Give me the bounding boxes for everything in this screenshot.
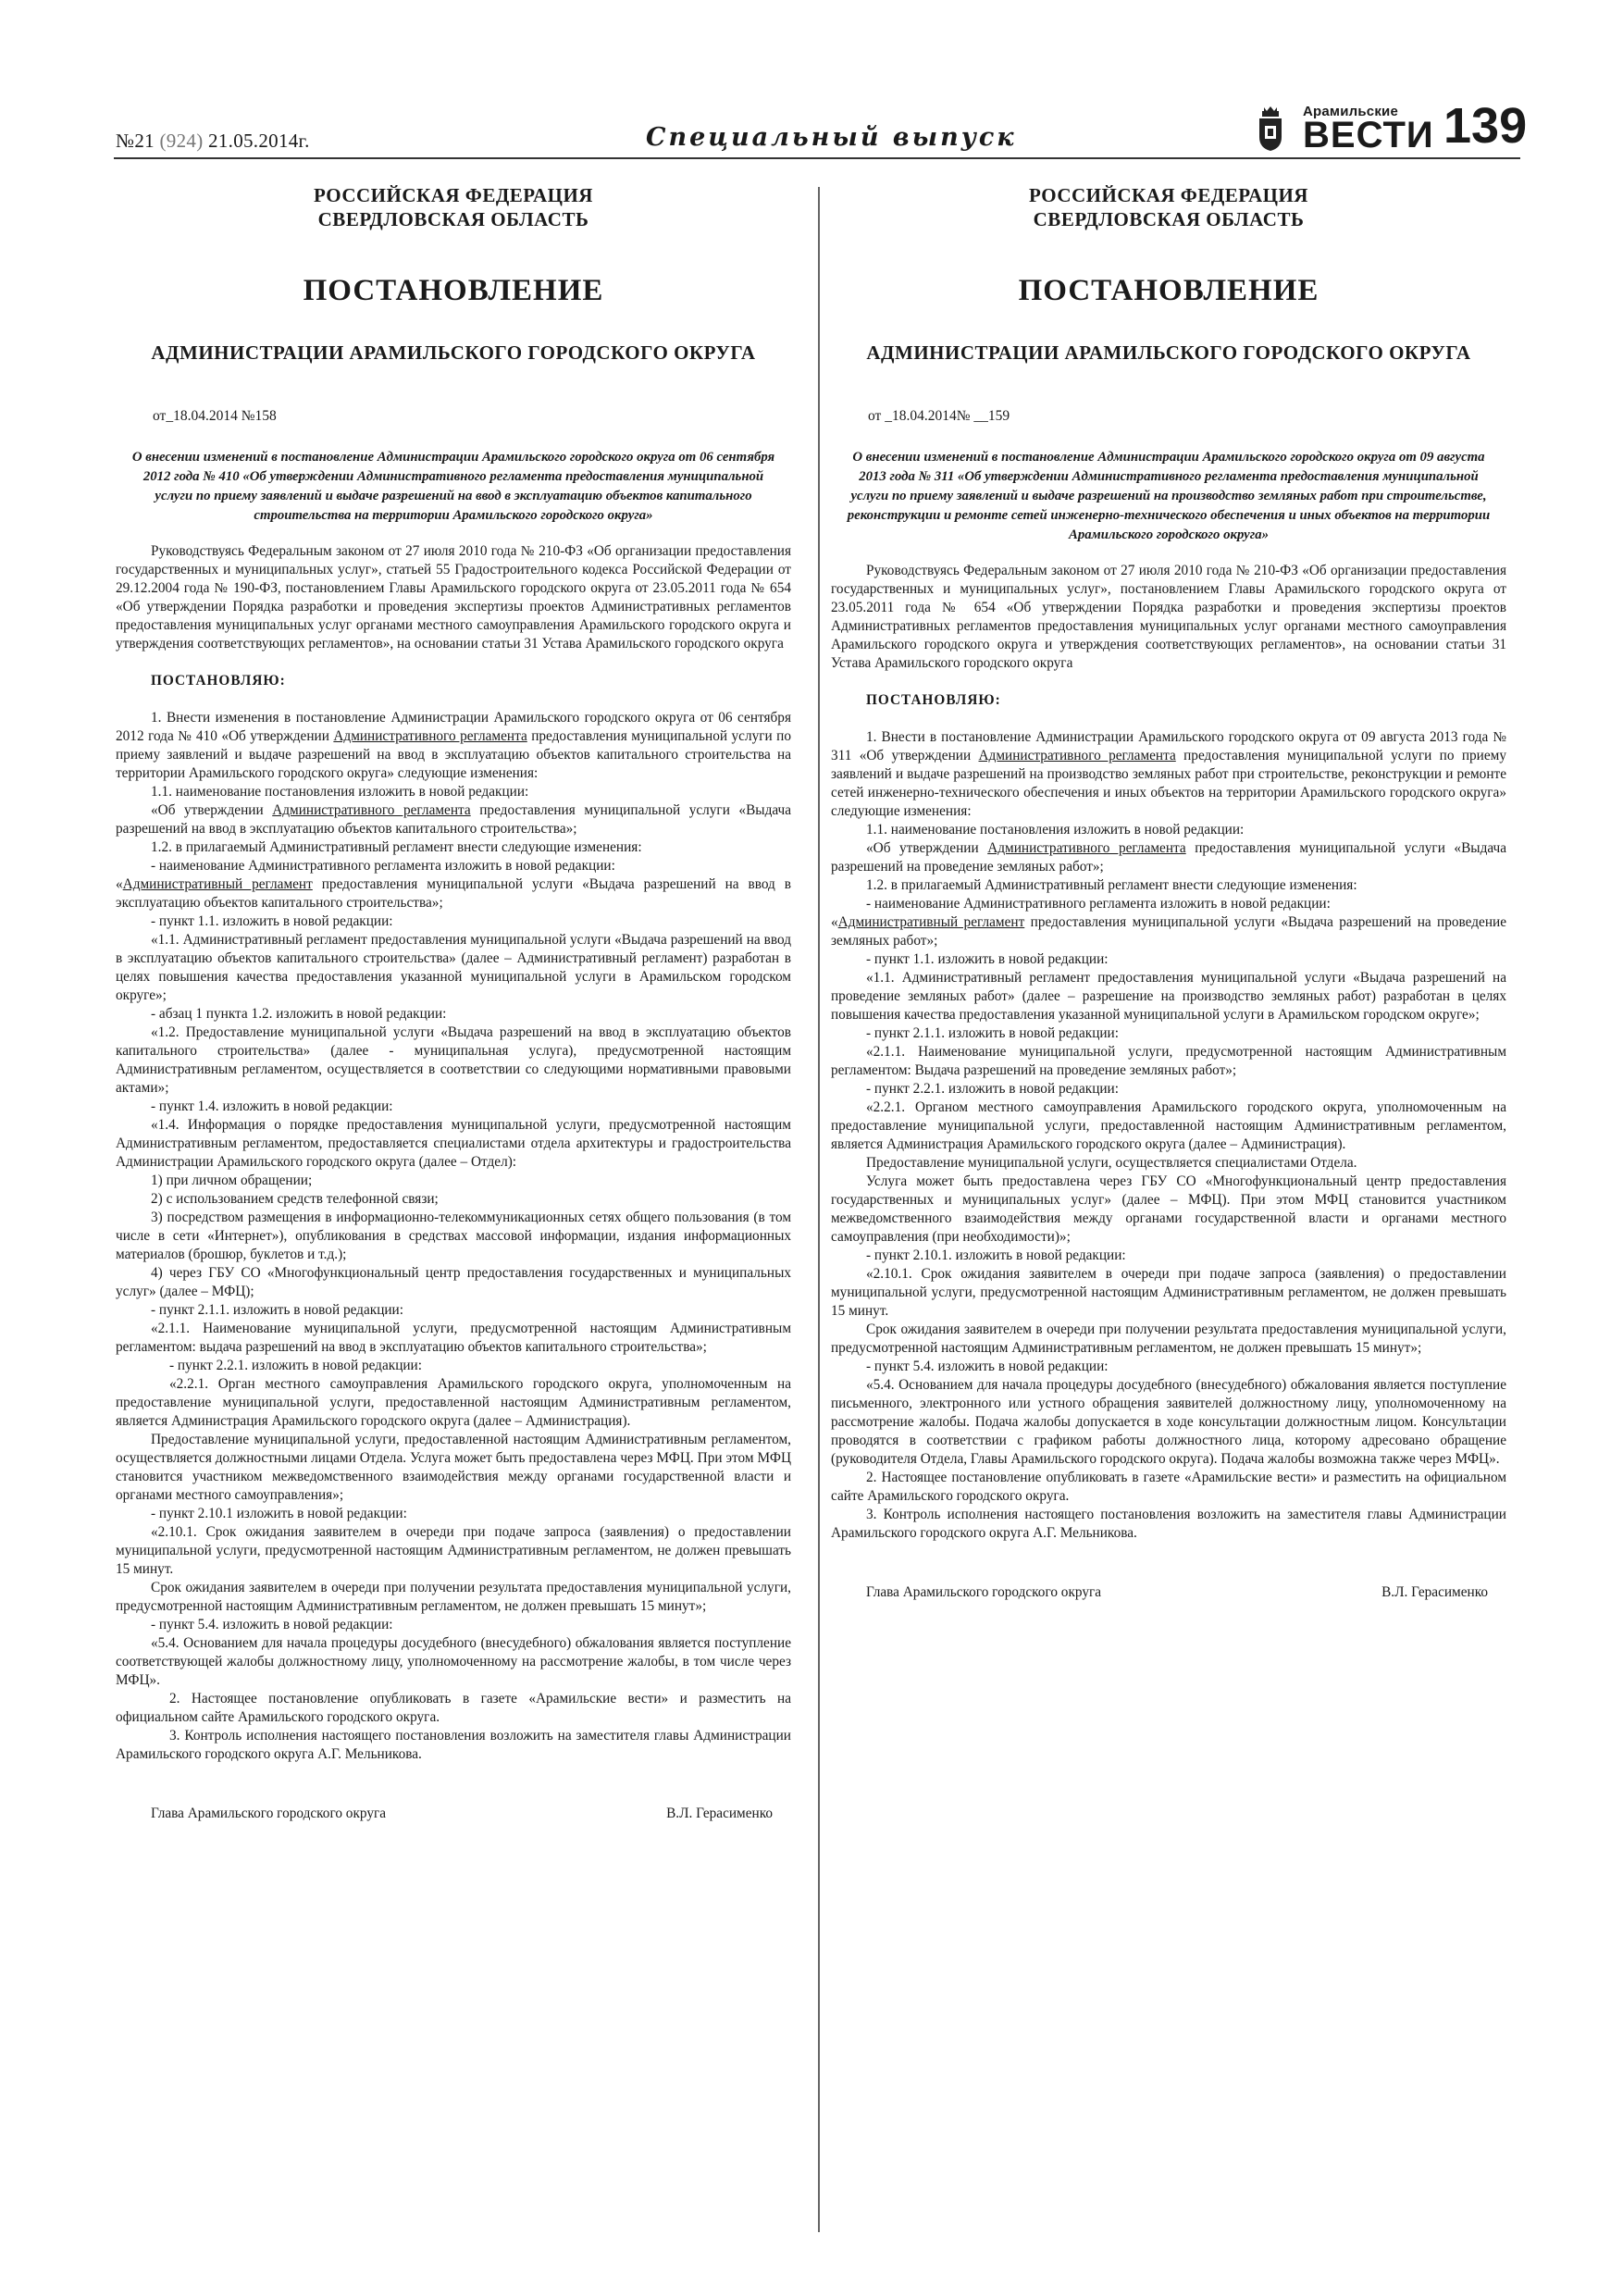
clause-text: «2.1.1. Наименование муниципальной услуги, предусмотренной настоящим Административным регламентом: выдача разрешений на ввод в эксплуатацию объектов капитального строительства»;: [116, 1321, 791, 1355]
page-number: 139: [1443, 98, 1528, 154]
clause-text: - пункт 2.10.1 изложить в новой редакции:: [151, 1506, 407, 1521]
document-type-heading: ПОСТАНОВЛЕНИЕ: [1018, 274, 1319, 307]
document-body: [116, 542, 791, 1823]
resolution-159: [831, 183, 1506, 1602]
clause-1-1: 1.1. наименование постановления изложить в новой редакции:: [151, 784, 529, 800]
document-date: от _18.04.2014№ __159: [868, 408, 1010, 424]
clause-1-1: 1.1. наименование постановления изложить в новой редакции:: [866, 822, 1245, 838]
clause-text: «2.10.1. Срок ожидания заявителем в очереди при подаче запроса (заявления) о предоставлении муниципальной услуги, предусмотренной настоящим Административным регламентом, не должен превышать 15 минут.: [831, 1266, 1506, 1319]
list-item: 1) при личном обращении;: [151, 1173, 313, 1188]
resolve-heading: ПОСТАНОВЛЯЮ:: [866, 692, 1001, 708]
preamble: Руководствуясь Федеральным законом от 27 июля 2010 года № 210-ФЗ «Об организации предоставления государственных и муниципальных услуг», статьей 55 Градостроительного кодекса Российской Федерации от 29.12.2004 года № 190-ФЗ, постановлением Главы Арамильского городского округа от 23.05.2011 года № 654 «Об утверждении Порядка разработки и проведения экспертизы проектов Административных регламентов предоставления муниципальных услуг органами местного самоуправления Арамильского городского округа и утверждения соответствующих регламентов», на основании статьи 31 Устава Арамильского городского округа: [116, 543, 791, 652]
document-title: О внесении изменений в постановление Администрации Арамильского городского округа от 09 августа 2013 года № 311 «Об утверждении Административного регламента предоставления муниципальной услуги по приему заявлений и выдаче разрешений на производство земляных работ при строительстве, реконструкции и ремонте сетей инженерно-технического обеспечения и иных объектов на территории Арамильского городского округа»: [847, 450, 1491, 542]
clause-text: - пункт 2.2.1. изложить в новой редакции:: [169, 1358, 422, 1373]
clause-text: «Об утверждении Административного регламента предоставления муниципальной услуги «Выдача разрешений на проведение земляных работ»;: [831, 840, 1507, 875]
clause-2: 2. Настоящее постановление опубликовать в газете «Арамильские вести» и разместить на официальном сайте Арамильского городского округа.: [116, 1691, 791, 1725]
document-title: О внесении изменений в постановление Администрации Арамильского городского округа от 06 сентября 2012 года № 410 «Об утверждении Административного регламента предоставления муниципальной услуги по приему заявлений и выдаче разрешений на ввод в эксплуатацию объектов капитального строительства на территории Арамильского городского округа»: [131, 450, 775, 523]
country-heading: РОССИЙСКАЯ ФЕДЕРАЦИЯ: [1029, 184, 1308, 206]
clause-text: «Административный регламент предоставления муниципальной услуги «Выдача разрешений на ввод в эксплуатацию объектов капитального строительства»;: [116, 876, 791, 911]
document-date: от_18.04.2014 №158: [153, 408, 277, 424]
list-item: 4) через ГБУ СО «Многофункциональный центр предоставления государственных и муниципальных услуг» (далее – МФЦ);: [116, 1265, 791, 1299]
resolve-heading: ПОСТАНОВЛЯЮ:: [151, 673, 286, 689]
clause-text: «1.4. Информация о порядке предоставления муниципальной услуги, предусмотренной настоящим Административным регламентом, предоставляется специалистами отдела архитектуры и градостроительства Администрации Арамильского городского округа (далее – Отдел):: [116, 1117, 791, 1170]
clause-text: «Административный регламент предоставления муниципальной услуги «Выдача разрешений на проведение земляных работ»;: [831, 914, 1506, 949]
clause-text: - пункт 1.4. изложить в новой редакции:: [151, 1098, 393, 1114]
issuer-heading: АДМИНИСТРАЦИИ АРАМИЛЬСКОГО ГОРОДСКОГО ОКРУГА: [151, 341, 756, 364]
clause-text: «2.2.1. Орган местного самоуправления Арамильского городского округа, уполномоченным на предоставление муниципальной услуги, предоставленной настоящим Административным регламентом, является Администрация Арамильского городского округа (далее – Администрация).: [116, 1376, 791, 1429]
clause-1-2: 1.2. в прилагаемый Административный регламент внести следующие изменения:: [866, 877, 1357, 893]
region-heading: СВЕРДЛОВСКАЯ ОБЛАСТЬ: [1033, 208, 1305, 230]
clause-text: - пункт 2.1.1. изложить в новой редакции:: [866, 1025, 1119, 1041]
clause-text: - пункт 2.10.1. изложить в новой редакции:: [866, 1247, 1126, 1263]
document-body: [831, 562, 1506, 1602]
clause-text: «2.2.1. Органом местного самоуправления Арамильского городского округа, уполномоченным на предоставление муниципальной услуги, предоставленной настоящим Административным регламентом, является Администрация Арамильского городского округа (далее – Администрация).: [831, 1099, 1506, 1152]
clause-text: «2.10.1. Срок ожидания заявителем в очереди при подаче запроса (заявления) о предоставлении муниципальной услуги, предусмотренной настоящим Административным регламентом, не должен превышать 15 минут.: [116, 1524, 791, 1577]
clause-3: 3. Контроль исполнения настоящего постановления возложить на заместителя главы Администрации Арамильского городского округа А.Г. Мельникова.: [831, 1507, 1506, 1541]
list-item: 2) с использованием средств телефонной связи;: [151, 1191, 439, 1207]
clause-text: - пункт 2.2.1. изложить в новой редакции:: [866, 1081, 1119, 1097]
clause-text: - наименование Административного регламента изложить в новой редакции:: [866, 896, 1331, 912]
clause-text: - пункт 1.1. изложить в новой редакции:: [866, 951, 1109, 967]
clause-text: - абзац 1 пункта 1.2. изложить в новой редакции:: [151, 1006, 447, 1022]
clause-text: Предоставление муниципальной услуги, предоставленной настоящим Административным регламентом, осуществляется должностными лицами Отдела. Услуга может быть предоставлена через МФЦ. При этом МФЦ становится участником межведомственного взаимодействия между органами государственной власти и органами местного самоуправления»;: [116, 1432, 791, 1503]
special-issue-label: Специальный выпуск: [646, 123, 1017, 152]
page-header: [0, 0, 1623, 162]
signatory-title: Глава Арамильского городского округа: [866, 1584, 1102, 1600]
clause-text: «1.2. Предоставление муниципальной услуги «Выдача разрешений на ввод в эксплуатацию объектов капитального строительства» (далее - муниципальная услуга), предусмотренной настоящим Административным регламентом, осуществляется в соответствии со следующими нормативными правовыми актами»;: [116, 1024, 791, 1096]
signatory-title: Глава Арамильского городского округа: [151, 1806, 387, 1821]
clause-1: 1. Внести изменения в постановление Администрации Арамильского городского округа от 06 сентября 2012 года № 410 «Об утверждении Административного регламента предоставления муниципальной услуги по приему заявлений и выдаче разрешений на ввод в эксплуатацию объектов капитального строительства на территории Арамильского городского округа» следующие изменения:: [116, 710, 791, 781]
column-divider: [818, 187, 820, 2232]
clause-text: «5.4. Основанием для начала процедуры досудебного (внесудебного) обжалования является поступление письменного, электронного или устного обращения заявителей должностному лицу, уполномоченному на рассмотрение жалобы. Подача жалобы допускается в ходе консультации должностным лицом. Консультации проводятся в соответствии с графиком работы должностного лица, которому адресовано обращение (руководителя Отдела, Главы Арамильского городского округа). Подача жалобы возможна также через МФЦ».: [831, 1377, 1506, 1467]
header-rule: [114, 157, 1520, 159]
signature-line: [116, 1805, 791, 1823]
clause-2: 2. Настоящее постановление опубликовать в газете «Арамильские вести» и разместить на официальном сайте Арамильского городского округа.: [831, 1470, 1506, 1504]
clause-text: «Об утверждении Административного регламента предоставления муниципальной услуги «Выдача разрешений на ввод в эксплуатацию объектов капитального строительства»;: [116, 802, 792, 837]
signature-line: [831, 1583, 1506, 1602]
signatory-name: В.Л. Герасименко: [666, 1806, 773, 1821]
preamble: Руководствуясь Федеральным законом от 27 июля 2010 года № 210-ФЗ «Об организации предоставления государственных и муниципальных услуг», постановлением Главы Арамильского городского округа от 23.05.2011 года № 654 «Об утверждении Порядка разработки и проведения экспертизы проектов Административных регламентов предоставления муниципальных услуг органами местного самоуправления Арамильского городского округа и утверждения соответствующих регламентов», на основании статьи 31 Устава Арамильского городского округа: [831, 563, 1506, 671]
logo-title: ВЕСТИ: [1303, 115, 1434, 155]
issue-number: №21 (924) 21.05.2014г.: [116, 130, 310, 152]
document-type-heading: ПОСТАНОВЛЕНИЕ: [303, 274, 604, 307]
newspaper-logo: [1257, 104, 1434, 155]
region-heading: СВЕРДЛОВСКАЯ ОБЛАСТЬ: [317, 208, 589, 230]
clause-text: Срок ожидания заявителем в очереди при получении результата предоставления муниципальной услуги, предусмотренной настоящим Административным регламентом, не должен превышать 15 минут»;: [831, 1322, 1506, 1356]
coat-of-arms-icon: [1257, 105, 1284, 152]
clause-1-2: 1.2. в прилагаемый Административный регламент внести следующие изменения:: [151, 839, 642, 855]
clause-text: Услуга может быть предоставлена через ГБУ СО «Многофункциональный центр предоставления государственных и муниципальных услуг» (далее – МФЦ). При этом МФЦ становится участником межведомственного взаимодействия между органами государственной власти и органами местного самоуправления (при необходимости)»;: [831, 1173, 1506, 1245]
issuer-heading: АДМИНИСТРАЦИИ АРАМИЛЬСКОГО ГОРОДСКОГО ОКРУГА: [866, 341, 1471, 364]
clause-text: Предоставление муниципальной услуги, осуществляется специалистами Отдела.: [866, 1155, 1357, 1171]
clause-text: «1.1. Административный регламент предоставления муниципальной услуги «Выдача разрешений на ввод в эксплуатацию объектов капитального строительства» (далее – Административный регламент) разработан в целях повышения качества предоставления указанной муниципальной услуги в Арамильском городском округе»;: [116, 932, 791, 1003]
clause-text: «2.1.1. Наименование муниципальной услуги, предусмотренной настоящим Административным регламентом: Выдача разрешений на проведение земляных работ»;: [831, 1044, 1506, 1078]
clause-text: «1.1. Административный регламент предоставления муниципальной услуги «Выдача разрешений на проведение земляных работ» (далее – разрешение на производство земляных работ) разработан в целях повышения качества предоставления указанной муниципальной услуги в Арамильском городском округе»;: [831, 970, 1506, 1023]
clause-text: - пункт 5.4. изложить в новой редакции:: [151, 1617, 393, 1632]
country-heading: РОССИЙСКАЯ ФЕДЕРАЦИЯ: [314, 184, 593, 206]
signatory-name: В.Л. Герасименко: [1381, 1584, 1488, 1600]
logo-subtitle: Арамильские: [1303, 104, 1399, 119]
clause-1: 1. Внести в постановление Администрации Арамильского городского округа от 09 августа 2013 года № 311 «Об утверждении Административного регламента предоставления муниципальной услуги по приему заявлений и выдаче разрешений на производство земляных работ при строительстве, реконструкции и ремонте сетей инженерно-технического обеспечения и иных объектов на территории Арамильского городского округа» следующие изменения:: [831, 729, 1506, 819]
clause-text: - пункт 5.4. изложить в новой редакции:: [866, 1359, 1109, 1374]
clause-3: 3. Контроль исполнения настоящего постановления возложить на заместителя главы Администрации Арамильского городского округа А.Г. Мельникова.: [116, 1728, 791, 1762]
clause-text: Срок ожидания заявителем в очереди при получении результата предоставления муниципальной услуги, предусмотренной настоящим Административным регламентом, не должен превышать 15 минут»;: [116, 1580, 791, 1614]
clause-text: - наименование Административного регламента изложить в новой редакции:: [151, 858, 615, 874]
clause-text: - пункт 1.1. изложить в новой редакции:: [151, 913, 393, 929]
resolution-158: [116, 183, 791, 1823]
clause-text: - пункт 2.1.1. изложить в новой редакции:: [151, 1302, 403, 1318]
clause-text: «5.4. Основанием для начала процедуры досудебного (внесудебного) обжалования является поступление соответствующей жалобы должностному лицу, уполномоченному на рассмотрение жалобы, в том числе через МФЦ».: [116, 1635, 791, 1688]
list-item: 3) посредством размещения в информационно-телекоммуникационных сетях общего пользования (в том числе в сети «Интернет»), опубликования в средствах массовой информации, издания информационных материалов (брошюр, буклетов и т.д.);: [116, 1210, 791, 1262]
